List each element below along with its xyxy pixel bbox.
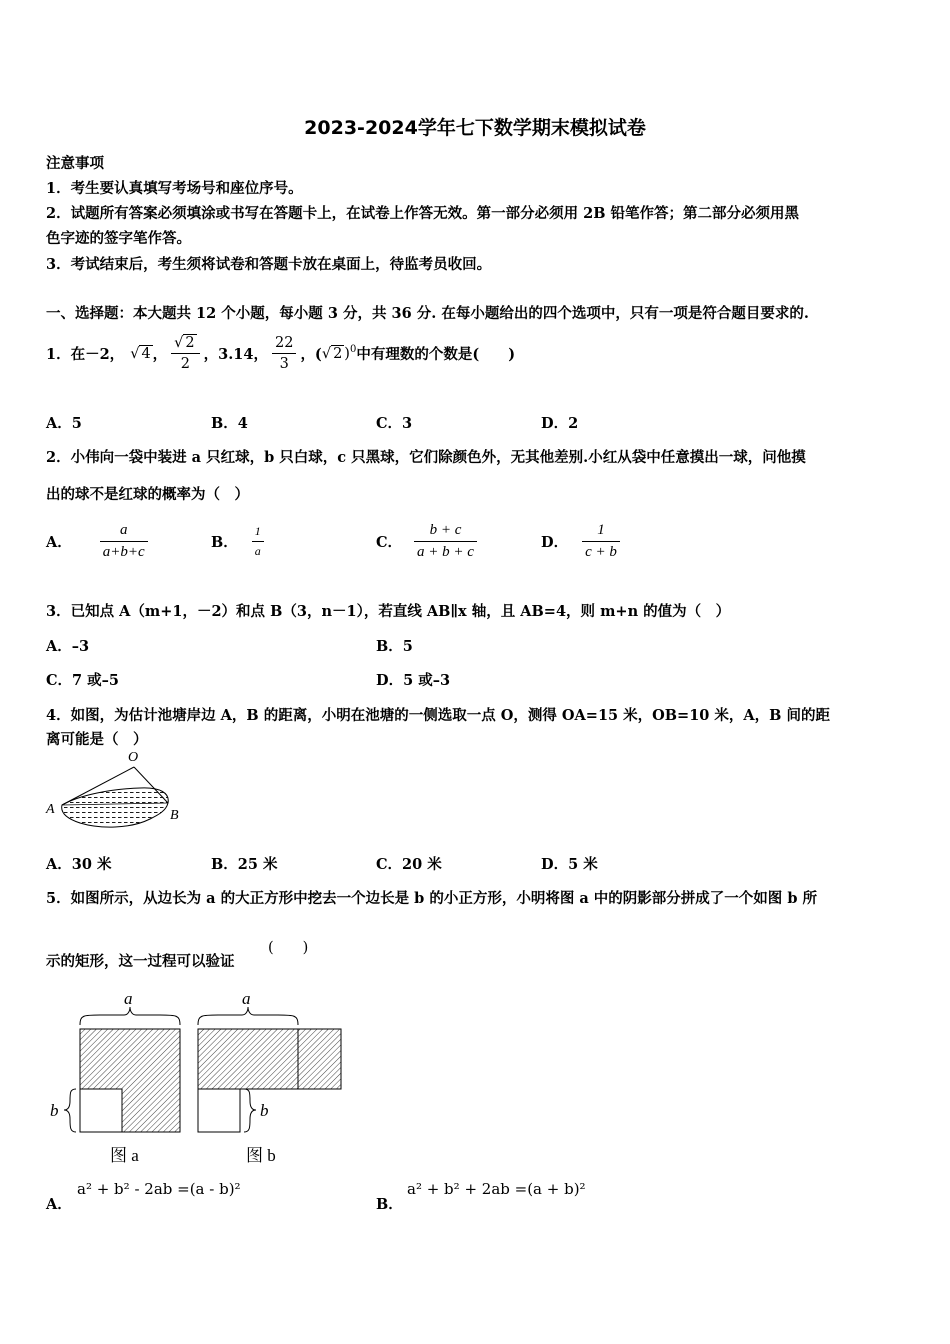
question-5-line-2: 示的矩形，这一过程可以验证 [46,953,235,970]
notice-item-3: 3．考试结束后，考生须将试卷和答题卡放在桌面上，待监考员收回。 [46,256,492,273]
q2-option-a[interactable] [46,515,148,567]
q1-comma: ， [152,345,168,363]
q2-b-den: a [254,543,261,558]
q1-sqrt4-arg: 4 [141,345,151,362]
q1-suffix: 中有理数的个数是( ) [356,345,516,363]
q4-option-d[interactable]: D．5 米 [541,856,598,873]
notice-item-2: 2．试题所有答案必须填涂或书写在答题卡上，在试卷上作答无效。第一部分必须用 2B 铅笔作答；第二部分必须用黑 [46,205,800,222]
q2-option-b-label: B． [211,533,238,551]
q1-frac-num: 2 [185,335,195,351]
q4-option-c[interactable]: C．20 米 [376,856,442,873]
brace-b-top [198,1007,298,1025]
q1-option-a[interactable]: A．5 [46,415,82,432]
q3-option-c[interactable]: C．7 或–5 [46,672,120,689]
q1-fraction-22-over-3 [272,335,296,372]
q2-option-c-label: C． [376,533,403,551]
q2-option-d-fraction [582,522,620,561]
q1-exponent: 0 [349,344,357,356]
q1-sqrt2-arg: 2 [333,345,343,362]
question-2-line-2: 出的球不是红球的概率为（ ） [46,486,249,503]
q1-sqrt2-power: √ 2 )$^0$ [321,344,357,362]
q2-option-a-label: A． [46,533,72,551]
q1-option-c[interactable]: C．3 [376,415,413,432]
rect-part-2 [298,1029,341,1089]
figure-a [50,989,180,1165]
q2-option-a-fraction [100,522,148,561]
caption-figure-a: 图 a [110,1146,139,1165]
q1-sqrt4: √ 4 [130,345,151,362]
q2-b-num: 1 [252,524,264,542]
section-heading: 一、选择题：本大题共 12 个小题，每小题 3 分，共 36 分. 在每小题给出的四个选项中，只有一项是符合题目要求的. [46,305,809,322]
q3-option-d[interactable]: D．5 或–3 [376,672,451,689]
q4-option-b[interactable]: B．25 米 [211,856,278,873]
pond-shape [62,788,169,827]
question-4-line-1: 4．如图，为估计池塘岸边 A，B 的距离，小明在池塘的一侧选取一点 O，测得 OA=15 米，OB=10 米，A，B 间的距 [46,707,830,724]
q1-fraction-sqrt2-over-2: $\frac{√ 2}{2}$ [171,334,199,372]
q1-prefix: 1．在－2， [46,345,125,363]
question-1-stem [46,332,515,374]
q2-option-c-fraction [414,522,477,561]
q5-option-b-label[interactable]: B． [376,1196,403,1213]
label-B: B [170,808,179,823]
label-a-top-b: a [242,989,251,1008]
question-5-paren: ( ) [268,940,309,956]
q2-option-d-label: D． [541,533,569,551]
brace-b-right [244,1089,256,1132]
q4-option-a[interactable]: A．30 米 [46,856,112,873]
q1-frac-den: 2 [180,356,191,372]
q2-a-num: a [100,522,148,542]
figure-b [198,989,341,1165]
label-b-left: b [50,1101,59,1120]
notice-heading: 注意事项 [46,155,104,172]
q2-d-num: 1 [582,522,620,542]
brace-a-top [80,1007,180,1025]
page-title: 2023-2024学年七下数学期末模拟试卷 [304,117,646,139]
q2-option-b[interactable] [211,515,264,567]
q1-option-d[interactable]: D．2 [541,415,579,432]
square-figures [44,985,354,1170]
q1-option-b[interactable]: B．4 [211,415,248,432]
question-5-line-1: 5．如图所示，从边长为 a 的大正方形中挖去一个边长是 b 的小正方形，小明将图 a 中的阴影部分拼成了一个如图 b 所 [46,890,818,907]
question-4-line-2: 离可能是（ ） [46,731,148,748]
question-3-stem: 3．已知点 A（m+1，－2）和点 B（3，n－1），若直线 AB∥x 轴，且 AB=4，则 m+n 的值为（ ） [46,603,731,620]
q5-option-a-formula[interactable]: a² + b² - 2ab =(a - b)² [77,1180,241,1198]
q2-option-c[interactable] [376,515,477,567]
q2-option-d[interactable] [541,515,620,567]
caption-figure-b: 图 b [246,1146,276,1165]
q3-option-a[interactable]: A．–3 [46,638,90,655]
label-a-top: a [124,989,133,1008]
q2-d-den: c + b [585,543,617,560]
notice-item-2-cont: 色字迹的签字笔作答。 [46,230,191,247]
q5-option-b-formula[interactable]: a² + b² + 2ab =(a + b)² [407,1180,586,1198]
q1-frac22-num: 22 [272,335,296,354]
q2-option-b-fraction [252,524,264,559]
notice-item-1: 1．考生要认真填写考场号和座位序号。 [46,180,303,197]
q5-option-a-label[interactable]: A． [46,1196,72,1213]
q1-frac22-den: 3 [279,355,289,372]
rect-part-1 [198,1029,298,1089]
q2-a-den: a+b+c [102,543,145,560]
q1-mid: ，3.14， [203,345,268,363]
label-O: O [128,750,139,765]
small-square-b [198,1089,240,1132]
q2-c-den: a + b + c [417,543,474,560]
brace-a-left [64,1089,76,1132]
question-2-line-1: 2．小伟向一袋中装进 a 只红球，b 只白球，c 只黑球，它们除颜色外，无其他差别.小红从袋中任意摸出一球，问他摸 [46,449,806,466]
q3-option-b[interactable]: B．5 [376,638,413,655]
label-A: A [46,802,55,817]
small-square [80,1089,122,1132]
pond-figure [40,745,190,835]
q2-c-num: b + c [414,522,477,542]
label-b-right: b [260,1101,269,1120]
q1-comma2: ，( [300,345,322,363]
